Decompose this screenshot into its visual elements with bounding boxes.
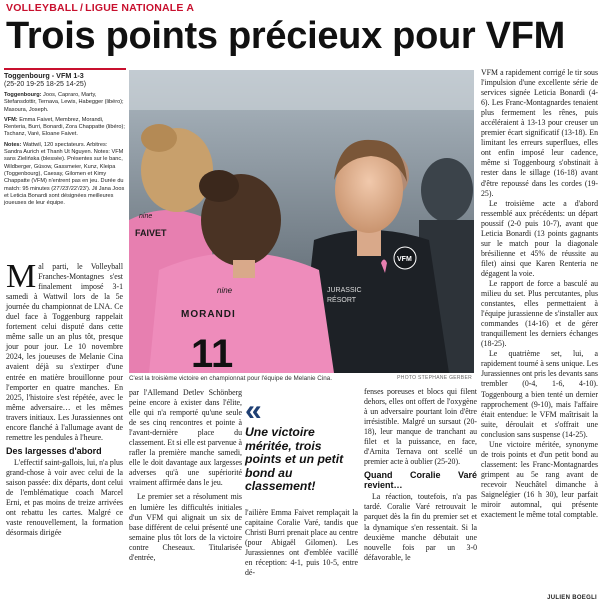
article-column-4	[364, 387, 477, 563]
kicker-separator: /	[80, 2, 84, 14]
section-kicker	[6, 2, 194, 14]
article-column-5	[481, 68, 598, 520]
subheading-2: Quand Coralie Varé revient…	[364, 470, 477, 491]
jersey-number: 11	[191, 332, 234, 373]
photo-credit: PHOTO STEPHANE GERBER	[397, 375, 472, 381]
shirt-text-bottom: RÉSORT	[327, 297, 357, 304]
jersey-sponsor: MORANDI	[181, 309, 236, 320]
kicker-section: VOLLEYBALL	[6, 2, 78, 14]
jersey-brand-left: nine	[139, 213, 153, 220]
jersey-name: FAIVET	[135, 228, 167, 238]
pull-quote	[245, 394, 360, 503]
match-notes	[4, 142, 126, 208]
team-photo	[129, 70, 474, 373]
drop-cap: M	[6, 258, 37, 295]
article-paragraph-4: Le premier set a résolument mis en lumière les difficultés initiales d'un VFM qui alignait un six de base différent de celui présenté une semaine plus tôt lors de la victoire contre Cheseaux. Titularisée d'entrée,	[129, 492, 242, 562]
team-photo-illustration	[129, 70, 474, 373]
kicker-subsection: LIGUE NATIONALE A	[85, 2, 195, 14]
article-paragraph-3: par l'Allemand Detlev Schönberg peine encore à exister dans l'élite, elle qui n'a remporté qu'une seule de ses cinq rencontres et pointe à l'avant-dernière place du classement. Et si elle est parvenue à rafler la première manche samedi, elle le doit davantage aux largesses adverses qu'à une supériorité vraiment affirmée dans le jeu.	[129, 388, 242, 488]
lineup-toggenbourg-text: Joos, Capraro, Marty, Stefansdottir, Ternava, Lewis, Habegger (libéro); Masoura, Joseph.	[4, 92, 124, 113]
match-sets: (25-20 19-25 18-25 14-25)	[4, 80, 87, 88]
lineup-toggenbourg-label: Toggenbourg:	[4, 92, 42, 98]
article-paragraph-6: fenses poreuses et blocs qui filent dehors, elles ont offert de l'oxygène à un adversaire pourtant loin d'être irrésistible. Malgré un sursaut (20-18), leur manque de tranchant au filet et la puissance, en face, d'Arnita Ternava ont scellé un premier acte à oublier (25-20).	[364, 387, 477, 467]
article-paragraph-8: VFM a rapidement corrigé le tir sous l'impulsion d'une excellente série de services signée Leticia Bonardi (4-6). Les Franc-Montagnardes tenaient plus fermement les rênes, puis accéléraient à 13-13 pour creuser un premier écart significatif (13-18). En limitant les erreurs superflues, elles ont enfin imposé leur cadence, même si Toggenbourg s'obstinait à rester dans le sillage (16-18) avant d'être repoussé dans les cordes (19-25).	[481, 68, 598, 198]
article-paragraph-11: Le quatrième set, lui, a rapidement tourné à sens unique. Les Jurassiennes ont pris les devants sans trembler (0-4, 1-6, 4-10). Toggenbourg a bien tenté un dernier rapprochement (9-10), mais l'affaire était entendue: le VFM maîtrisait la suite, déroulait et s'offrait une conclusion sans suspense (14-25).	[481, 349, 598, 439]
article-paragraph-5: l'ailière Emma Faivet remplaçait la capitaine Coralie Varé, tandis que Christi Burri prenait place au centre (pour Abigaël Gilomen). Les Jurassiennes ont d'emblée vacillé en réception: 4-1, puis 10-5, entre dé-	[245, 508, 358, 578]
author-byline: JULIEN BOEGLI	[547, 595, 597, 601]
article-column-1	[6, 258, 123, 538]
subheading-1: Des largesses d'abord	[6, 445, 102, 456]
article-paragraph-12: Une victoire méritée, synonyme de trois points et d'un petit bond au classement: les Franc-Montagnardes grimpent au 5e rang avant de recevoir Neuchâtel dimanche à Saignelégier (16 h 30), leur parfait miroir automnal, qui présente exactement le même total comptable.	[481, 439, 598, 520]
lineup-vfm-text: Emma Faivet, Membrez, Morandi, Renteria, Burri, Bonardi, Zora Chappatte (libéro); Tschanz, Varé, Eloane Faivet.	[4, 116, 125, 138]
article-lead-text: al parti, le Volleyball Franches-Montagnes s'est finalement imposé 3-1 samedi à Wattwil lors de la 5e journée du championnat de LNA. Ce duel face à Toggenburg rappelait fortement celui disputé dans cette même salle un an plus tôt, presque jour pour jour. Le 10 novembre 2024, les joueuses de Melanie Cina avaient déjà su s'extirper d'une entrée en matière brouillonne pour l'emporter en quatre manches. En 2025, l'histoire s'est répétée, avec le même adversaire… et les mêmes travers initiaux. Les Jurassiennes ont encore flanché à l'allumage avant de remettre les pendules à l'heure.	[6, 262, 123, 442]
pull-quote-text: Une victoire méritée, trois points et un petit bond au classement!	[245, 425, 344, 493]
article-paragraph-2: L'effectif saint-gallois, lui, n'a plus grand-chose à voir avec celui de la saison passée: dix départs, dont celui de l'emblématique coach Marcel Erni, et pas moins de treize arrivées ont rebattu les cartes. Malgré ce vaste renouvellement, la formation désormais dirigée	[6, 457, 123, 538]
match-teams: Toggenbourg - VFM 1-3	[4, 71, 84, 80]
shirt-text-top: JURASSIC	[327, 287, 362, 294]
article-paragraph-9: Le troisième acte a d'abord ressemblé aux précédents: un départ poussif (2-0 puis 10-7), avant que Leticia Bonardi (13 points gagnants sur le match pour la diagonale brésilienne et 45% de réussite au filet) ainsi que Karen Renteria ne dégagent la voie.	[481, 198, 598, 278]
article-column-3	[245, 508, 358, 578]
article-column-2	[129, 388, 242, 563]
article-lead	[6, 258, 123, 443]
photo-caption-text: C'est la troisième victoire en championnat pour l'équipe de Melanie Cina.	[129, 375, 332, 382]
lineup-vfm	[4, 117, 126, 139]
article-paragraph-10: Le rapport de force a basculé au milieu du set. Plus percutantes, plus constantes, elles permettaient à l'équipe jurassienne de s'installer aux commandes (14-16) et de gérer tranquillement les derniers échanges (18-25).	[481, 278, 598, 349]
quote-marks-icon: «	[245, 394, 262, 427]
jersey-brand-front: nine	[217, 286, 233, 295]
match-factbox	[4, 68, 126, 253]
article-paragraph-7: La réaction, toutefois, n'a pas tardé. Coralie Varé retrouvait le parquet dès la fin du premier set et la dynamique s'en ressentait. Si la deuxième manche débutait une nouvelle fois par un 3-0 défavorable, le	[364, 492, 477, 562]
lineup-toggenbourg	[4, 92, 126, 114]
headline: Trois points précieux pour VFM	[6, 15, 565, 57]
shirt-badge: VFM	[397, 256, 412, 263]
photo-caption	[129, 375, 474, 382]
match-notes-label: Notes:	[4, 141, 22, 148]
match-notes-text: Wattwil, 120 spectateurs. Arbitres: Sandra Aurich et Thanh Ut Nguyen. Notes: VFM sans Zielińska (blessée). Présentes sur le banc, Wildberger, Güsow, Gassmeier, Kunz, Kleipa (Toggenbourg), Caesay, Gilomen et Kimy Chappatte (VFM) n'entrent pas en jeu. Durée du match: 95 minutes (27'/23'/22'/23'). Jil Jana Joos et Leticia Bonardi sont désignées meilleures joueuses de leur équipe.	[4, 141, 125, 207]
lineup-vfm-label: VFM:	[4, 116, 18, 123]
